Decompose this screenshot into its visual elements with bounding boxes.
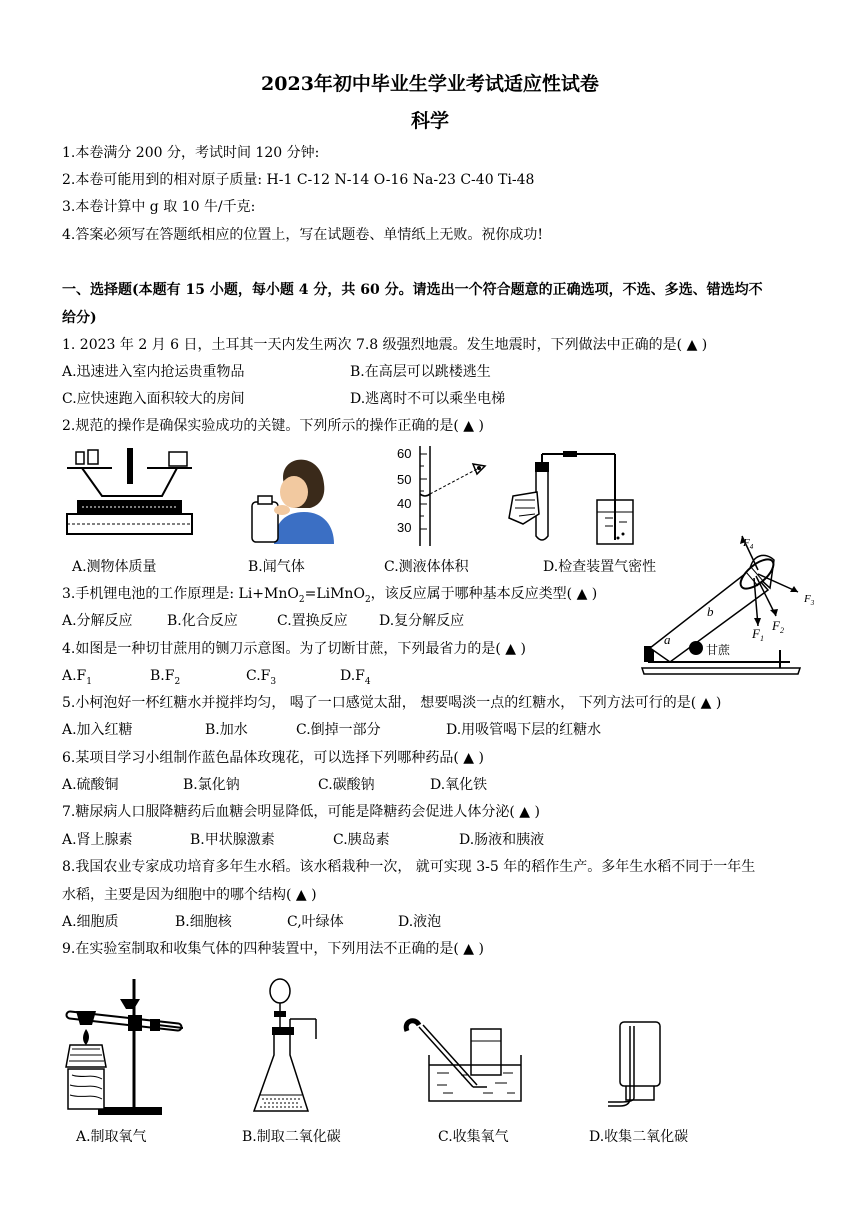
cutter-lever-figure [600, 530, 840, 680]
graduated-cylinder-figure [393, 446, 493, 546]
q9-stem: 9.在实验室制取和收集气体的四种装置中，下列用法不正确的是( ▲ ) [62, 941, 484, 957]
balance-figure [62, 446, 197, 546]
q7-option-d: D.肠液和胰液 [459, 832, 545, 848]
q3-option-c: C.置换反应 [277, 613, 348, 629]
q5-option-d: D.用吸管喝下层的红糖水 [446, 722, 602, 738]
q1-option-b: B.在高层可以跳楼逃生 [350, 364, 491, 380]
q1-option-c: C.应快速跑入面积较大的房间 [62, 391, 245, 407]
co2-collection-figure [606, 1018, 666, 1108]
q6-option-d: D.氧化铁 [430, 777, 488, 793]
note-4: 4.答案必须写在答题纸相应的位置上，写在试题卷、单情纸上无败。祝你成功! [62, 227, 543, 243]
q2-option-c: C.测液体体积 [384, 559, 469, 575]
tick-60: 60 [397, 446, 412, 461]
tick-30: 30 [397, 520, 412, 535]
q4-option-b: $B.F_2$ [150, 668, 181, 687]
q9-option-d: D.收集二氧化碳 [589, 1129, 689, 1145]
smell-gas-figure [246, 444, 336, 546]
label-a: a [664, 632, 671, 647]
tick-50: 50 [397, 472, 412, 487]
q3-option-a: A.分解反应 [62, 613, 133, 629]
q7-option-b: B.甲状腺激素 [190, 832, 275, 848]
note-2: 2.本卷可能用到的相对原子质量: H-1 C-12 N-14 O-16 Na-23 C-40 Ti-48 [62, 172, 535, 188]
q6-option-a: A.硫酸铜 [62, 777, 119, 793]
q5-option-b: B.加水 [205, 722, 248, 738]
q8-option-a: A.细胞质 [62, 914, 119, 930]
q9-option-b: B.制取二氧化碳 [242, 1129, 341, 1145]
q3-option-b: B.化合反应 [167, 613, 238, 629]
q4-option-d: $D.F_4$ [340, 668, 371, 687]
q6-stem: 6.某项目学习小组制作蓝色晶体玫瑰花，可以选择下列哪种药品( ▲ ) [62, 750, 484, 766]
oxygen-generation-figure [58, 975, 183, 1120]
q6-option-b: B.氯化钠 [183, 777, 240, 793]
co2-generation-figure [250, 975, 330, 1120]
q2-stem: 2.规范的操作是确保实验成功的关键。下列所示的操作正确的是( ▲ ) [62, 418, 484, 434]
q9-option-a: A.制取氧气 [76, 1129, 147, 1145]
q5-option-c: C.倒掉一部分 [296, 722, 381, 738]
q3-stem: 3.手机锂电池的工作原理是: Li+MnO$_2$=LiMnO$_2$，该反应属于哪种基本反应类型( ▲ ) [62, 586, 598, 605]
oxygen-collection-figure [403, 1015, 528, 1110]
section-heading-line2: 给分) [62, 310, 97, 326]
exam-title: 2023年初中毕业生学业考试适应性试卷 [261, 73, 599, 95]
note-3: 3.本卷计算中 g 取 10 牛/千克: [62, 199, 256, 215]
q2-option-a: A.测物体质量 [72, 559, 157, 575]
q4-stem: 4.如图是一种切甘蔗用的铡刀示意图。为了切断甘蔗，下列最省力的是( ▲ ) [62, 641, 526, 657]
tick-40: 40 [397, 496, 412, 511]
q1-stem: 1. 2023 年 2 月 6 日，土耳其一天内发生两次 7.8 级强烈地震。发生地震时，下列做法中正确的是( ▲ ) [62, 337, 708, 353]
q6-option-c: C.碳酸钠 [318, 777, 375, 793]
label-b: b [707, 604, 714, 619]
q3-option-d: D.复分解反应 [379, 613, 465, 629]
q5-option-a: A.加入红糖 [62, 722, 133, 738]
section-heading-line1: 一、选择题(本题有 15 小题，每小题 4 分，共 60 分。请选出一个符合题意的正确选项，不选、多选、错选均不 [62, 282, 763, 298]
q1-option-d: D.逃离时不可以乘坐电梯 [350, 391, 506, 407]
q8-option-c: C,叶绿体 [287, 914, 344, 930]
q7-stem: 7.糖尿病人口服降糖药后血糖会明显降低，可能是降糖药会促进人体分泌( ▲ ) [62, 804, 540, 820]
q4-option-a: $A.F_1$ [62, 668, 93, 687]
svg-text:F1: $F_1$ [752, 626, 764, 643]
q2-option-d: D.检查装置气密性 [543, 559, 657, 575]
q9-option-c: C.收集氧气 [438, 1129, 509, 1145]
note-1: 1.本卷满分 200 分，考试时间 120 分钟: [62, 145, 320, 161]
q7-option-a: A.肾上腺素 [62, 832, 133, 848]
q8-option-b: B.细胞核 [175, 914, 232, 930]
label-sugarcane: 甘蔗 [706, 643, 731, 657]
q8-stem-line2: 水稻，主要是因为细胞中的哪个结构( ▲ ) [62, 887, 317, 903]
svg-text:F3: $F_3$ [804, 593, 815, 607]
q8-stem-line1: 8.我国农业专家成功培育多年生水稻。该水稻栽种一次， 就可实现 3-5 年的稻作生产。多年生水稻不同于一年生 [62, 859, 756, 875]
svg-text:F2: $F_2$ [772, 618, 784, 635]
subject-title: 科学 [410, 110, 449, 132]
q4-option-c: $C.F_3$ [246, 668, 277, 687]
q5-stem: 5.小柯泡好一杯红糖水并搅拌均匀， 喝了一口感觉太甜， 想要喝淡一点的红糖水， 下列方法可行的是( ▲ ) [62, 695, 722, 711]
svg-text:F4: $F_4$ [743, 537, 754, 551]
q2-option-b: B.闻气体 [248, 559, 305, 575]
q7-option-c: C.胰岛素 [333, 832, 390, 848]
q8-option-d: D.液泡 [398, 914, 442, 930]
q1-option-a: A.迅速进入室内抢运贵重物品 [62, 364, 245, 380]
